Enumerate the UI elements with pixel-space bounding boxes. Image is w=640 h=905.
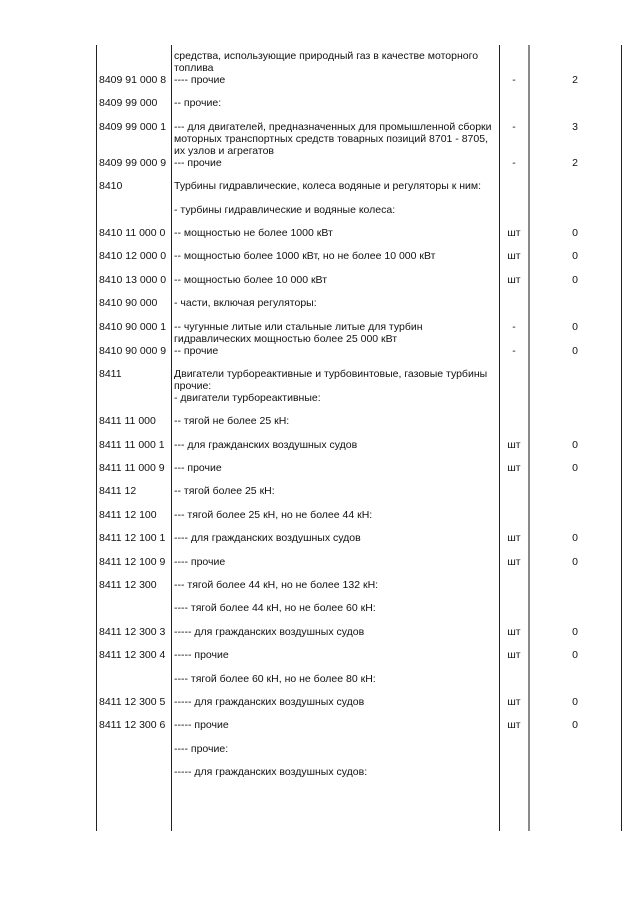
table-row xyxy=(96,766,622,789)
goods-description: ----- для гражданских воздушных судов: xyxy=(174,766,368,779)
goods-description: --- для гражданских воздушных судов xyxy=(174,438,358,451)
table-row xyxy=(96,392,622,415)
duty-rate: 0 xyxy=(572,273,578,286)
unit-of-measure: - xyxy=(512,344,516,357)
goods-description: ---- тягой более 60 кН, но не более 80 кН: xyxy=(174,672,376,685)
table-row xyxy=(96,297,622,320)
unit-of-measure: шт xyxy=(507,695,521,708)
goods-description: --- прочие xyxy=(174,156,222,169)
table-row xyxy=(96,368,622,392)
tariff-code: 8409 99 000 1 xyxy=(99,120,167,133)
table-row xyxy=(96,415,622,438)
tariff-code: 8409 91 000 8 xyxy=(99,74,167,86)
table-row xyxy=(96,157,622,180)
duty-rate: 0 xyxy=(572,462,578,475)
tariff-code: 8411 11 000 1 xyxy=(99,438,165,451)
goods-description: -- прочие xyxy=(174,344,219,357)
unit-of-measure: шт xyxy=(507,250,521,263)
tariff-code: 8410 90 000 xyxy=(99,297,158,310)
duty-rate: 0 xyxy=(572,320,578,333)
goods-description: --- прочие xyxy=(174,462,222,475)
tariff-code: 8411 12 300 3 xyxy=(99,625,166,638)
goods-description: -- мощностью не более 1000 кВт xyxy=(174,226,333,239)
tariff-code: 8409 99 000 xyxy=(99,97,158,110)
table-row xyxy=(96,121,622,157)
unit-of-measure: шт xyxy=(507,462,521,475)
goods-description: --- для двигателей, предназначенных для промышленной сборки моторных транспортных средств товарных позиций 8701 - 8705, их узлов и агрегатов xyxy=(174,120,492,157)
unit-of-measure: шт xyxy=(507,226,521,239)
goods-description: --- тягой более 25 кН, но не более 44 кН: xyxy=(174,508,373,521)
tariff-code: 8411 xyxy=(99,367,122,380)
table-row xyxy=(96,626,622,649)
table-row xyxy=(96,509,622,532)
table-row xyxy=(96,579,622,602)
table-row xyxy=(96,180,622,203)
goods-description: ---- для гражданских воздушных судов xyxy=(174,532,361,545)
goods-description: -- чугунные литые или стальные литые для турбин гидравлических мощностью более 25 000 кВт xyxy=(174,320,423,345)
unit-of-measure: шт xyxy=(507,719,521,732)
goods-description: средства, использующие природный газ в качестве моторного топлива xyxy=(174,50,479,74)
goods-description: -- мощностью более 1000 кВт, но не более 10 000 кВт xyxy=(174,250,436,263)
unit-of-measure: шт xyxy=(507,555,521,568)
tariff-table xyxy=(96,50,622,790)
table-row xyxy=(96,250,622,273)
tariff-code: 8411 12 100 xyxy=(99,508,157,521)
goods-description: Двигатели турбореактивные и турбовинтовые, газовые турбины прочие: xyxy=(174,367,488,392)
tariff-code: 8411 11 000 9 xyxy=(99,462,165,475)
tariff-code: 8411 11 000 xyxy=(99,415,156,428)
table-row xyxy=(96,602,622,625)
table-row xyxy=(96,556,622,579)
duty-rate: 0 xyxy=(572,555,578,568)
table-row xyxy=(96,485,622,508)
table-row xyxy=(96,649,622,672)
tariff-code: 8410 90 000 1 xyxy=(99,320,167,333)
unit-of-measure: шт xyxy=(507,273,521,286)
tariff-code: 8410 90 000 9 xyxy=(99,344,167,357)
goods-description: - турбины гидравлические и водяные колеса: xyxy=(174,203,396,216)
duty-rate: 0 xyxy=(572,344,578,357)
table-row xyxy=(96,743,622,766)
duty-rate: 0 xyxy=(572,532,578,545)
goods-description: ---- прочие: xyxy=(174,742,229,755)
table-row xyxy=(96,532,622,555)
goods-description: ----- прочие xyxy=(174,649,229,662)
unit-of-measure: шт xyxy=(507,625,521,638)
goods-description: - части, включая регуляторы: xyxy=(174,297,317,310)
duty-rate: 2 xyxy=(572,156,578,169)
table-row xyxy=(96,274,622,297)
table-row xyxy=(96,204,622,227)
duty-rate: 3 xyxy=(572,120,578,133)
unit-of-measure: шт xyxy=(507,438,521,451)
goods-description: ----- для гражданских воздушных судов xyxy=(174,625,365,638)
duty-rate: 0 xyxy=(572,695,578,708)
goods-description: Турбины гидравлические, колеса водяные и регуляторы к ним: xyxy=(174,180,482,193)
duty-rate: 0 xyxy=(572,625,578,638)
goods-description: -- тягой более 25 кН: xyxy=(174,485,275,498)
unit-of-measure: - xyxy=(512,320,516,333)
table-row xyxy=(96,97,622,120)
table-row xyxy=(96,74,622,97)
tariff-code: 8410 13 000 0 xyxy=(99,273,167,286)
goods-description: ---- прочие xyxy=(174,555,226,568)
tariff-code: 8411 12 300 xyxy=(99,579,157,592)
goods-description: ----- прочие xyxy=(174,719,229,732)
table-row xyxy=(96,696,622,719)
tariff-code: 8411 12 100 1 xyxy=(99,532,166,545)
tariff-code: 8410 12 000 0 xyxy=(99,250,167,263)
table-row xyxy=(96,462,622,485)
tariff-code: 8411 12 300 6 xyxy=(99,719,166,732)
tariff-code: 8410 11 000 0 xyxy=(99,226,166,239)
duty-rate: 0 xyxy=(572,438,578,451)
goods-description: ----- для гражданских воздушных судов xyxy=(174,695,365,708)
goods-description: -- прочие: xyxy=(174,97,222,110)
table-row xyxy=(96,719,622,742)
table-row xyxy=(96,673,622,696)
unit-of-measure: - xyxy=(512,120,516,133)
table-row xyxy=(96,321,622,345)
goods-description: -- тягой не более 25 кН: xyxy=(174,415,290,428)
unit-of-measure: шт xyxy=(507,649,521,662)
unit-of-measure: шт xyxy=(507,532,521,545)
table-row xyxy=(96,227,622,250)
tariff-code: 8411 12 100 9 xyxy=(99,555,166,568)
goods-description: ---- прочие xyxy=(174,74,226,86)
goods-description: - двигатели турбореактивные: xyxy=(174,391,321,404)
tariff-code: 8411 12 300 5 xyxy=(99,695,166,708)
goods-description: --- тягой более 44 кН, но не более 132 кН: xyxy=(174,579,379,592)
table-row xyxy=(96,439,622,462)
tariff-code: 8410 xyxy=(99,180,123,193)
tariff-code: 8409 99 000 9 xyxy=(99,156,167,169)
unit-of-measure: - xyxy=(512,156,516,169)
goods-description: -- мощностью более 10 000 кВт xyxy=(174,273,328,286)
goods-description: ---- тягой более 44 кН, но не более 60 кН: xyxy=(174,602,376,615)
tariff-code: 8411 12 300 4 xyxy=(99,649,166,662)
table-row xyxy=(96,345,622,368)
duty-rate: 0 xyxy=(572,250,578,263)
duty-rate: 0 xyxy=(572,226,578,239)
tariff-code: 8411 12 xyxy=(99,485,137,498)
table-row xyxy=(96,50,622,74)
duty-rate: 2 xyxy=(572,74,578,86)
duty-rate: 0 xyxy=(572,719,578,732)
unit-of-measure: - xyxy=(512,74,516,86)
duty-rate: 0 xyxy=(572,649,578,662)
